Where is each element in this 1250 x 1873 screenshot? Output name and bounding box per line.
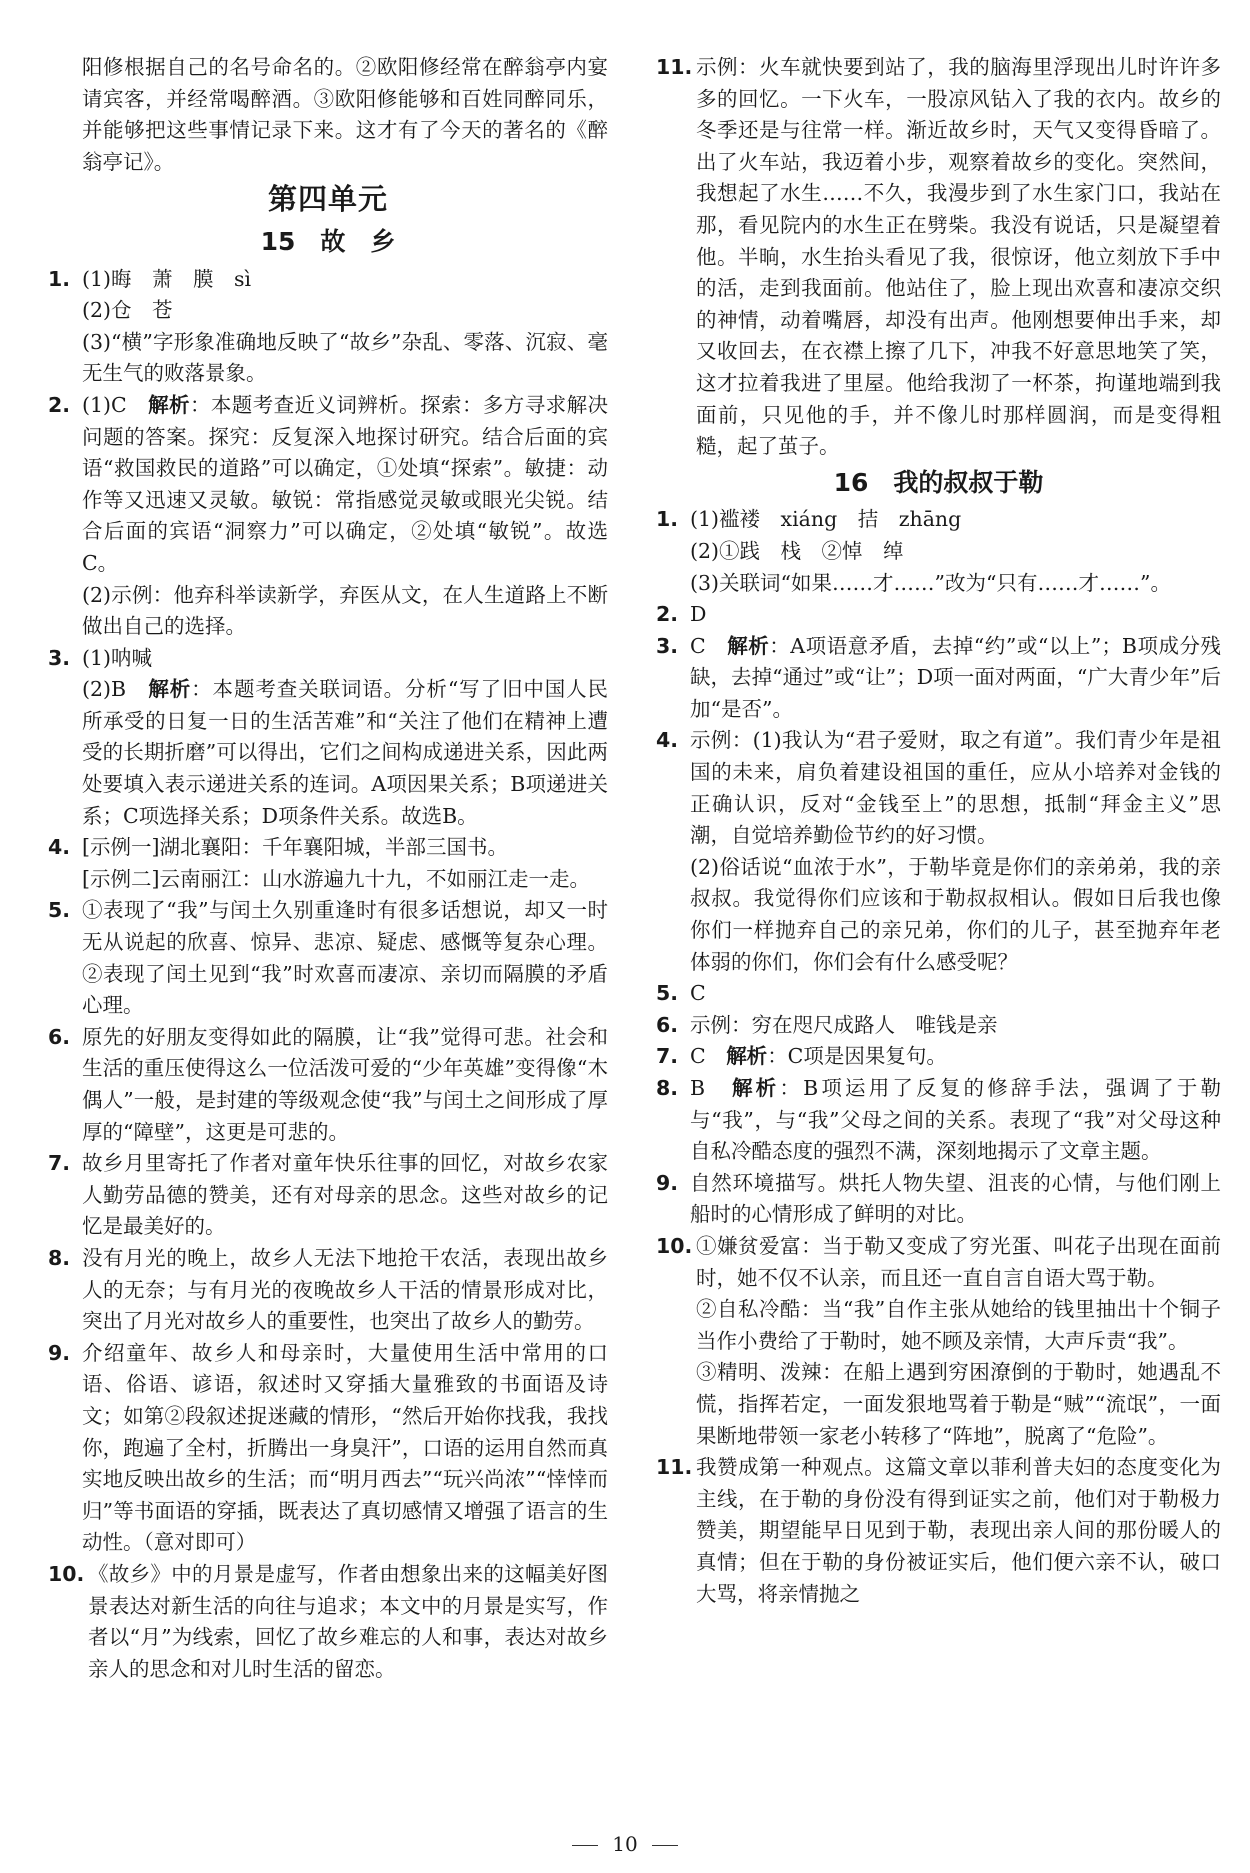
answer-line: 自然环境描写。烘托人物失望、沮丧的心情，与他们刚上船时的心情形成了鲜明的对比。 — [690, 1170, 1221, 1227]
question-number: 1. — [48, 266, 71, 291]
analysis-text: ：C项是因果复句。 — [767, 1044, 947, 1069]
answer-item — [656, 1231, 1221, 1452]
answer-choice: B — [690, 1076, 732, 1100]
answer-line: [示例一]湖北襄阳：千年襄阳城，半部三国书。 — [82, 835, 508, 860]
answer-line: 我赞成第一种观点。这篇文章以菲利普夫妇的态度变化为主线，在于勒的身份没有得到证实之前，他们对于勒极力赞美，期望能早日见到于勒，表现出亲人间的那份暖人的真情；但在于勒的身份被证实后，他们便六亲不认，破口大骂，将亲情抛之 — [696, 1455, 1221, 1606]
question-number: 4. — [48, 835, 71, 860]
answer-item — [656, 1452, 1221, 1610]
right-column — [656, 52, 1221, 1610]
footer-rule — [572, 1845, 598, 1846]
question-number: 1. — [656, 507, 679, 532]
lesson-title-16: 16 我的叔叔于勒 — [833, 467, 1044, 497]
question-number: 8. — [656, 1076, 679, 1100]
question-number: 11. — [656, 1455, 693, 1480]
intro-paragraph: 阳修根据自己的名号命名的。②欧阳修经常在醉翁亭内宴请宾客，并经常喝醉酒。③欧阳修能够和百姓同醉同乐，并能够把这些事情记录下来。这才有了今天的著名的《醉翁亭记》。 — [82, 55, 608, 174]
answer-item — [656, 504, 1221, 599]
answer-line: (2)仓 苍 — [82, 298, 173, 323]
answer-line: D — [690, 602, 707, 627]
answer-line: 故乡月里寄托了作者对童年快乐往事的回忆，对故乡农家人勤劳品德的赞美，还有对母亲的思念。这些对故乡的记忆是最美好的。 — [82, 1151, 608, 1239]
answer-line — [82, 390, 608, 580]
question-number: 3. — [656, 633, 679, 658]
answer-item — [48, 1022, 608, 1148]
answer-item — [656, 599, 1221, 631]
answer-line: (2)俗话说“血浓于水”，于勒毕竟是你们的亲弟弟，我的亲叔叔。我觉得你们应该和于勒叔叔相认。假如日后我也像你们一样抛弃自己的亲兄弟，你们的儿子，甚至抛弃年老体弱的你们，你们会有什么感受呢？ — [690, 854, 1221, 974]
analysis-text: ：本题考查近义词辨析。探索：多方寻求解决问题的答案。探究：反复深入地探讨研究。结合后面的宾语“救国救民的道路”可以确定，①处填“探索”。敏捷：动作等又迅速又灵敏。敏锐：常指感觉灵敏或眼光尖锐。结合后面的宾语“洞察力”可以确定，②处填“敏锐”。故选C。 — [82, 392, 609, 575]
answer-line: ①嫌贫爱富：当于勒又变成了穷光蛋、叫花子出现在面前时，她不仅不认亲，而且还一直自言自语大骂于勒。 — [696, 1233, 1221, 1290]
answer-line: 介绍童年、故乡人和母亲时，大量使用生活中常用的口语、俗语、谚语，叙述时又穿插大量雅致的书面语及诗文；如第②段叙述捉迷藏的情形，“然后开始你找我，我找你，跑遍了全村，折腾出一身臭汗”，口语的运用自然而真实地反映出故乡的生活；而“明月西去”“玩兴尚浓”“悻悻而归”等书面语的穿插，既表达了真切感情又增强了语言的生动性。（意对即可） — [82, 1340, 608, 1555]
answer-line — [690, 1041, 1221, 1073]
answer-choice: (1)C — [82, 392, 149, 417]
answer-line: (1)呐喊 — [82, 645, 153, 670]
question-number: 2. — [656, 602, 679, 627]
answer-item — [656, 725, 1221, 978]
answer-item — [48, 1559, 608, 1685]
question-number: 5. — [656, 981, 679, 1006]
answer-line — [690, 1073, 1221, 1168]
answer-item — [48, 832, 608, 895]
answer-item — [48, 1243, 608, 1338]
question-number: 9. — [48, 1340, 71, 1365]
unit-title: 第四单元 — [267, 182, 388, 217]
question-number: 3. — [48, 645, 71, 670]
answer-choice: C — [690, 1044, 727, 1069]
question-number: 6. — [656, 1012, 679, 1037]
answer-line: (3)关联词“如果……才……”改为“只有……才……”。 — [690, 570, 1171, 595]
answer-item — [48, 1148, 608, 1243]
answer-item — [48, 1338, 608, 1559]
answer-line: 原先的好朋友变得如此的隔膜，让“我”觉得可悲。社会和生活的重压使得这么一位活泼可爱的“少年英雄”变得像“木偶人”一般，是封建的等级观念使“我”与闰土之间形成了厚厚的“障壁”，这更是可悲的。 — [82, 1024, 608, 1144]
answer-line: C — [690, 981, 706, 1006]
answer-line: ①表现了“我”与闰土久别重逢时有很多话想说，却又一时无从说起的欣喜、惊异、悲凉、疑虑、感慨等复杂心理。②表现了闰土见到“我”时欢喜而凄凉、亲切而隔膜的矛盾心理。 — [82, 898, 608, 1018]
question-number: 10. — [656, 1233, 693, 1258]
answer-item — [48, 643, 608, 833]
analysis-label: 解析 — [148, 392, 190, 417]
question-number: 2. — [48, 392, 71, 417]
left-column — [48, 52, 608, 1685]
answer-choice: C — [690, 633, 728, 658]
question-number: 9. — [656, 1170, 679, 1195]
page-number: 10 — [612, 1832, 638, 1856]
answer-item — [48, 895, 608, 1021]
answer-line: (3)“横”字形象准确地反映了“故乡”杂乱、零落、沉寂、毫无生气的败落景象。 — [82, 329, 608, 386]
answer-item — [656, 978, 1221, 1010]
answer-line: 没有月光的晚上，故乡人无法下地抢干农活，表现出故乡人的无奈；与有月光的夜晚故乡人干活的情景形成对比，突出了月光对故乡人的重要性，也突出了故乡人的勤劳。 — [82, 1245, 608, 1334]
lesson-title-15: 15 故 乡 — [260, 226, 396, 256]
question-number: 6. — [48, 1024, 71, 1049]
answer-line: [示例二]云南丽江：山水游遍九十九，不如丽江走一走。 — [82, 866, 590, 891]
answer-item — [656, 1010, 1221, 1042]
answer-item — [656, 1073, 1221, 1168]
answer-line: 示例：穷在咫尺成路人 唯钱是亲 — [690, 1012, 998, 1037]
analysis-text: ：B项运用了反复的修辞手法，强调了于勒与“我”，与“我”父母之间的关系。表现了“我”对父母这种自私冷酷态度的强烈不满，深刻地揭示了文章主题。 — [690, 1076, 1221, 1164]
footer-rule — [652, 1845, 678, 1846]
answer-item — [48, 390, 608, 643]
analysis-text: ：本题考查关联词语。分析“写了旧中国人民所承受的日复一日的生活苦难”和“关注了他们在精神上遭受的长期折磨”可以得出，它们之间构成递进关系，因此两处要填入表示递进关系的连词。A项因果关系；B项递进关系；C项选择关系；D项条件关系。故选B。 — [82, 677, 609, 828]
question-number: 7. — [48, 1151, 71, 1176]
answer-line: 示例：(1)我认为“君子爱财，取之有道”。我们青少年是祖国的未来，肩负着建设祖国的重任，应从小培养对金钱的正确认识，反对“金钱至上”的思想，抵制“拜金主义”思潮，自觉培养勤俭节约的好习惯。 — [690, 728, 1221, 848]
answer-item — [48, 264, 608, 390]
answer-line: (2)示例：他弃科举读新学，弃医从文，在人生道路上不断做出自己的选择。 — [82, 582, 608, 639]
answer-line: (2)①践 栈 ②悼 绰 — [690, 538, 904, 563]
answer-line — [82, 674, 608, 832]
question-number: 4. — [656, 728, 679, 753]
answer-item — [656, 631, 1221, 726]
answer-line: ③精明、泼辣：在船上遇到穷困潦倒的于勒时，她遇乱不慌，指挥若定，一面发狠地骂着于勒是“贼”“流氓”，一面果断地带领一家老小转移了“阵地”，脱离了“危险”。 — [696, 1360, 1221, 1448]
answer-line: (1)晦 萧 膜 sì — [82, 266, 252, 291]
question-number: 7. — [656, 1044, 679, 1069]
analysis-text: ：A项语意矛盾，去掉“约”或“以上”；B项成分残缺，去掉“通过”或“让”；D项一面对两面，“广大青少年”后加“是否”。 — [690, 633, 1222, 721]
analysis-label: 解析 — [727, 633, 770, 658]
answer-line: 《故乡》中的月景是虚写，作者由想象出来的这幅美好图景表达对新生活的向往与追求；本文中的月景是实写，作者以“月”为线索，回忆了故乡难忘的人和事，表达对故乡亲人的思念和对儿时生活的留恋。 — [88, 1561, 608, 1681]
answer-item — [656, 1168, 1221, 1231]
answer-choice: (2)B — [82, 677, 149, 702]
question-number: 8. — [48, 1245, 71, 1270]
question-number: 11. — [656, 55, 693, 79]
question-number: 10. — [48, 1561, 85, 1586]
answer-line: 示例：火车就快要到站了，我的脑海里浮现出儿时许许多多的回忆。一下火车，一股凉风钻入了我的衣内。故乡的冬季还是与往常一样。渐近故乡时，天气又变得昏暗了。出了火车站，我迈着小步，观察着故乡的变化。突然间，我想起了水生……不久，我漫步到了水生家门口，我站在那，看见院内的水生正在劈柴。我没有说话，只是凝望着他。半晌，水生抬头看见了我，很惊讶，他立刻放下手中的活，走到我面前。他站住了，脸上现出欢喜和凄凉交织的神情，动着嘴唇，却没有出声。他刚想要伸出手来，却又收回去，在衣襟上擦了几下，冲我不好意思地笑了笑，这才拉着我进了里屋。他给我沏了一杯茶，拘谨地端到我面前，只见他的手，并不像儿时那样圆润，而是变得粗糙，起了茧子。 — [696, 55, 1221, 459]
answer-line: ②自私冷酷：当“我”自作主张从她给的钱里抽出十个铜子当作小费给了于勒时，她不顾及亲情，大声斥责“我”。 — [696, 1297, 1221, 1353]
answer-item — [656, 52, 1221, 463]
analysis-label: 解析 — [726, 1044, 768, 1069]
answer-item — [656, 1041, 1221, 1073]
analysis-label: 解析 — [148, 677, 192, 702]
answer-line — [690, 631, 1221, 726]
analysis-label: 解析 — [731, 1076, 780, 1100]
question-number: 5. — [48, 898, 71, 923]
answer-line: (1)褴褛 xiáng 拮 zhāng — [690, 507, 962, 532]
page-footer — [0, 1832, 1250, 1856]
